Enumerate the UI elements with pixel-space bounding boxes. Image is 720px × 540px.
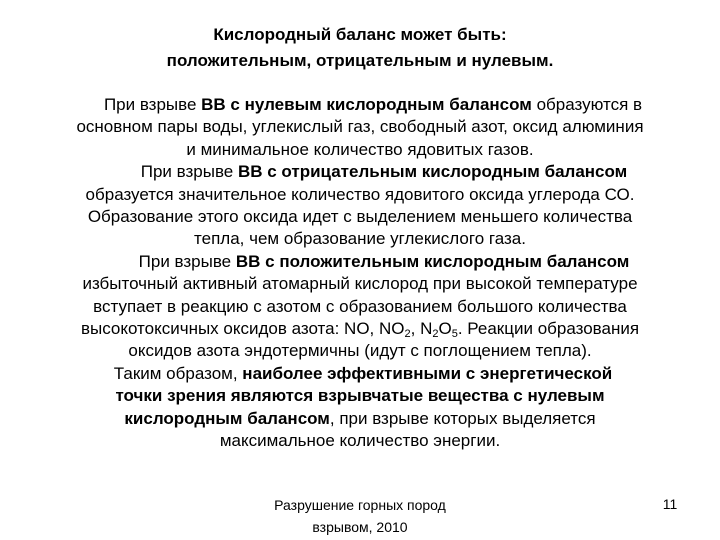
n2o5-n-subscript: 2 — [432, 328, 439, 341]
paragraph-4-line-2 — [0, 385, 720, 407]
paragraph-3-line-3: вступает в реакцию с азотом с образованием большого количества — [93, 296, 627, 316]
p1-emphasis: ВВ с нулевым кислородным балансом — [201, 95, 532, 114]
slide-title-line-2: положительным, отрицательным и нулевым. — [166, 51, 554, 70]
p3-formula-o: O — [438, 319, 452, 339]
paragraph-3-line-5: оксидов азота эндотермичны (идут с поглощением тепла). — [128, 341, 592, 361]
paragraph-3-line-2: избыточный активный атомарный кислород при высокой температуре — [82, 274, 638, 294]
slide-body — [0, 94, 720, 453]
paragraph-2-line-3: Образование этого оксида идет с выделением меньшего количества — [87, 207, 633, 227]
p3-formula-text: высокотоксичных оксидов азота: NO, NO — [80, 319, 405, 339]
p3-emphasis: ВВ с положительным кислородным балансом — [235, 251, 630, 271]
p4-emphasis-3: кислородным балансом — [124, 408, 330, 428]
footer-line-1: Разрушение горных пород — [274, 497, 446, 513]
paragraph-1-line-1 — [0, 94, 720, 116]
paragraph-3-line-4 — [0, 318, 720, 340]
p2-text: При взрыве — [140, 162, 238, 182]
paragraph-1-line-3: и минимальное количество ядовитых газов. — [186, 139, 534, 159]
p3-formula-end: . Реакции образования — [457, 319, 640, 339]
p1-text: При взрыве — [103, 95, 202, 114]
paragraph-3-line-1 — [0, 251, 720, 273]
p1-text-end: образуются в — [531, 95, 643, 114]
paragraph-1-line-2: основном пары воды, углекислый газ, свободный азот, оксид алюминия — [76, 117, 644, 137]
no2-subscript: 2 — [404, 328, 411, 341]
paragraph-2-line-2: образуется значительное количество ядовитого оксида углерода СО. — [85, 184, 635, 204]
slide-title — [0, 22, 720, 74]
p3-formula-sep: , N — [410, 319, 433, 339]
p4-emphasis: наиболее эффективными с энергетической — [242, 363, 613, 383]
n2o5-o-subscript: 5 — [451, 328, 458, 341]
p4-text: Таким образом, — [113, 363, 243, 383]
paragraph-4-line-1 — [0, 363, 720, 385]
paragraph-2-line-4: тепла, чем образование углекислого газа. — [194, 229, 526, 249]
p4-emphasis-2: точки зрения являются взрывчатые вещества с нулевым — [115, 386, 605, 406]
page-number: 11 — [662, 496, 678, 512]
slide-title-line-1: Кислородный баланс может быть: — [213, 25, 507, 44]
p2-emphasis: ВВ с отрицательным кислородным балансом — [237, 162, 628, 182]
paragraph-4-line-4: максимальное количество энергии. — [219, 431, 501, 451]
paragraph-2-line-1 — [0, 161, 720, 183]
p4-text-end: , при взрыве которых выделяется — [329, 408, 596, 428]
footer-line-2: взрывом, 2010 — [312, 519, 408, 535]
footer-caption — [240, 494, 480, 538]
paragraph-4-line-3 — [0, 408, 720, 430]
p3-text: При взрыве — [138, 251, 236, 271]
